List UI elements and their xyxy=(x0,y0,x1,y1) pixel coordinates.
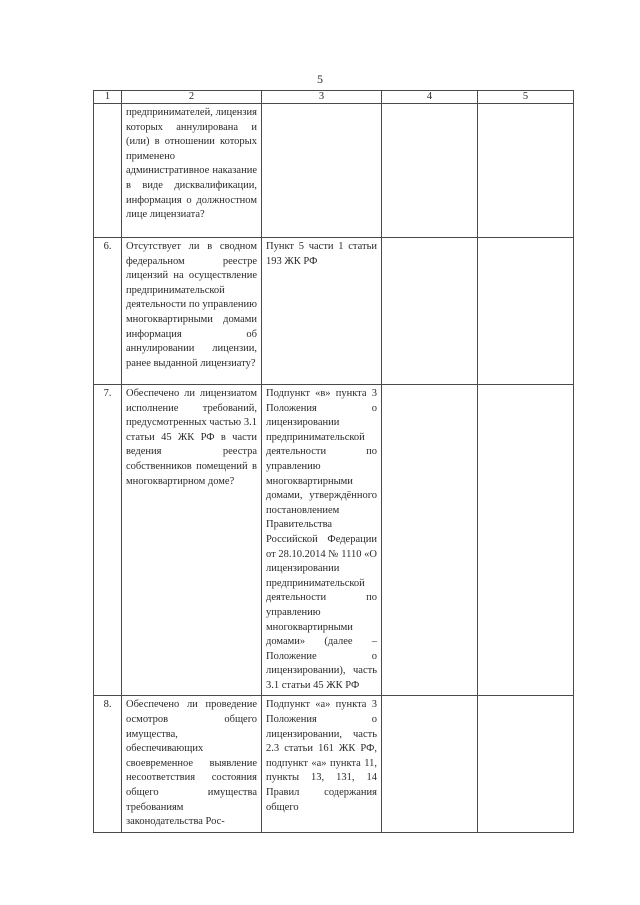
note-cell xyxy=(478,385,574,696)
question-cell: предпринимателей, лицензия которых аннулирована и (или) в отношении которых применено административное наказание в виде дисквалификации, информация о должностном лице лицензиата? xyxy=(122,104,262,238)
table-row xyxy=(94,385,574,696)
checklist-table xyxy=(93,90,574,833)
table-row xyxy=(94,696,574,832)
header-col-2: 2 xyxy=(122,91,262,104)
row-number: 8. xyxy=(94,696,122,832)
page-number: 5 xyxy=(317,72,323,86)
answer-cell xyxy=(382,104,478,238)
reference-cell: Подпункт «в» пункта 3 Положения о лицензировании предпринимательской деятельности по управлению многоквартирными домами, утверждённого постановлением Правительства Российской Федерации от 28.10.2014 № 1110 «О лицензировании предпринимательской деятельности по управлению многоквартирными домами» (далее – Положение о лицензировании), часть 3.1 статьи 45 ЖК РФ xyxy=(262,385,382,696)
question-cell: Обеспечено ли проведение осмотров общего имущества, обеспечивающих своевременное выявление несоответствия состояния общего имущества требованиям законодательства Рос- xyxy=(122,696,262,832)
reference-cell: Подпункт «а» пункта 3 Положения о лицензировании, часть 2.3 статьи 161 ЖК РФ, подпункт «а» пункта 11, пункты 13, 131, 14 Правил содержания общего xyxy=(262,696,382,832)
header-col-3: 3 xyxy=(262,91,382,104)
answer-cell xyxy=(382,385,478,696)
row-number: 7. xyxy=(94,385,122,696)
answer-cell xyxy=(382,238,478,385)
reference-cell xyxy=(262,104,382,238)
table-row xyxy=(94,238,574,385)
row-number xyxy=(94,104,122,238)
row-number: 6. xyxy=(94,238,122,385)
header-col-5: 5 xyxy=(478,91,574,104)
note-cell xyxy=(478,238,574,385)
header-col-4: 4 xyxy=(382,91,478,104)
header-col-1: 1 xyxy=(94,91,122,104)
table-row xyxy=(94,104,574,238)
note-cell xyxy=(478,104,574,238)
reference-cell: Пункт 5 части 1 статьи 193 ЖК РФ xyxy=(262,238,382,385)
question-cell: Обеспечено ли лицензиатом исполнение требований, предусмотренных частью 3.1 статьи 45 ЖК РФ в части ведения реестра собственников помещений в многоквартирном доме? xyxy=(122,385,262,696)
question-cell: Отсутствует ли в сводном федеральном реестре лицензий на осуществление предпринимательской деятельности по управлению многоквартирными домами информация об аннулировании лицензии, ранее выданной лицензиату? xyxy=(122,238,262,385)
answer-cell xyxy=(382,696,478,832)
note-cell xyxy=(478,696,574,832)
table-header-row xyxy=(94,91,574,104)
